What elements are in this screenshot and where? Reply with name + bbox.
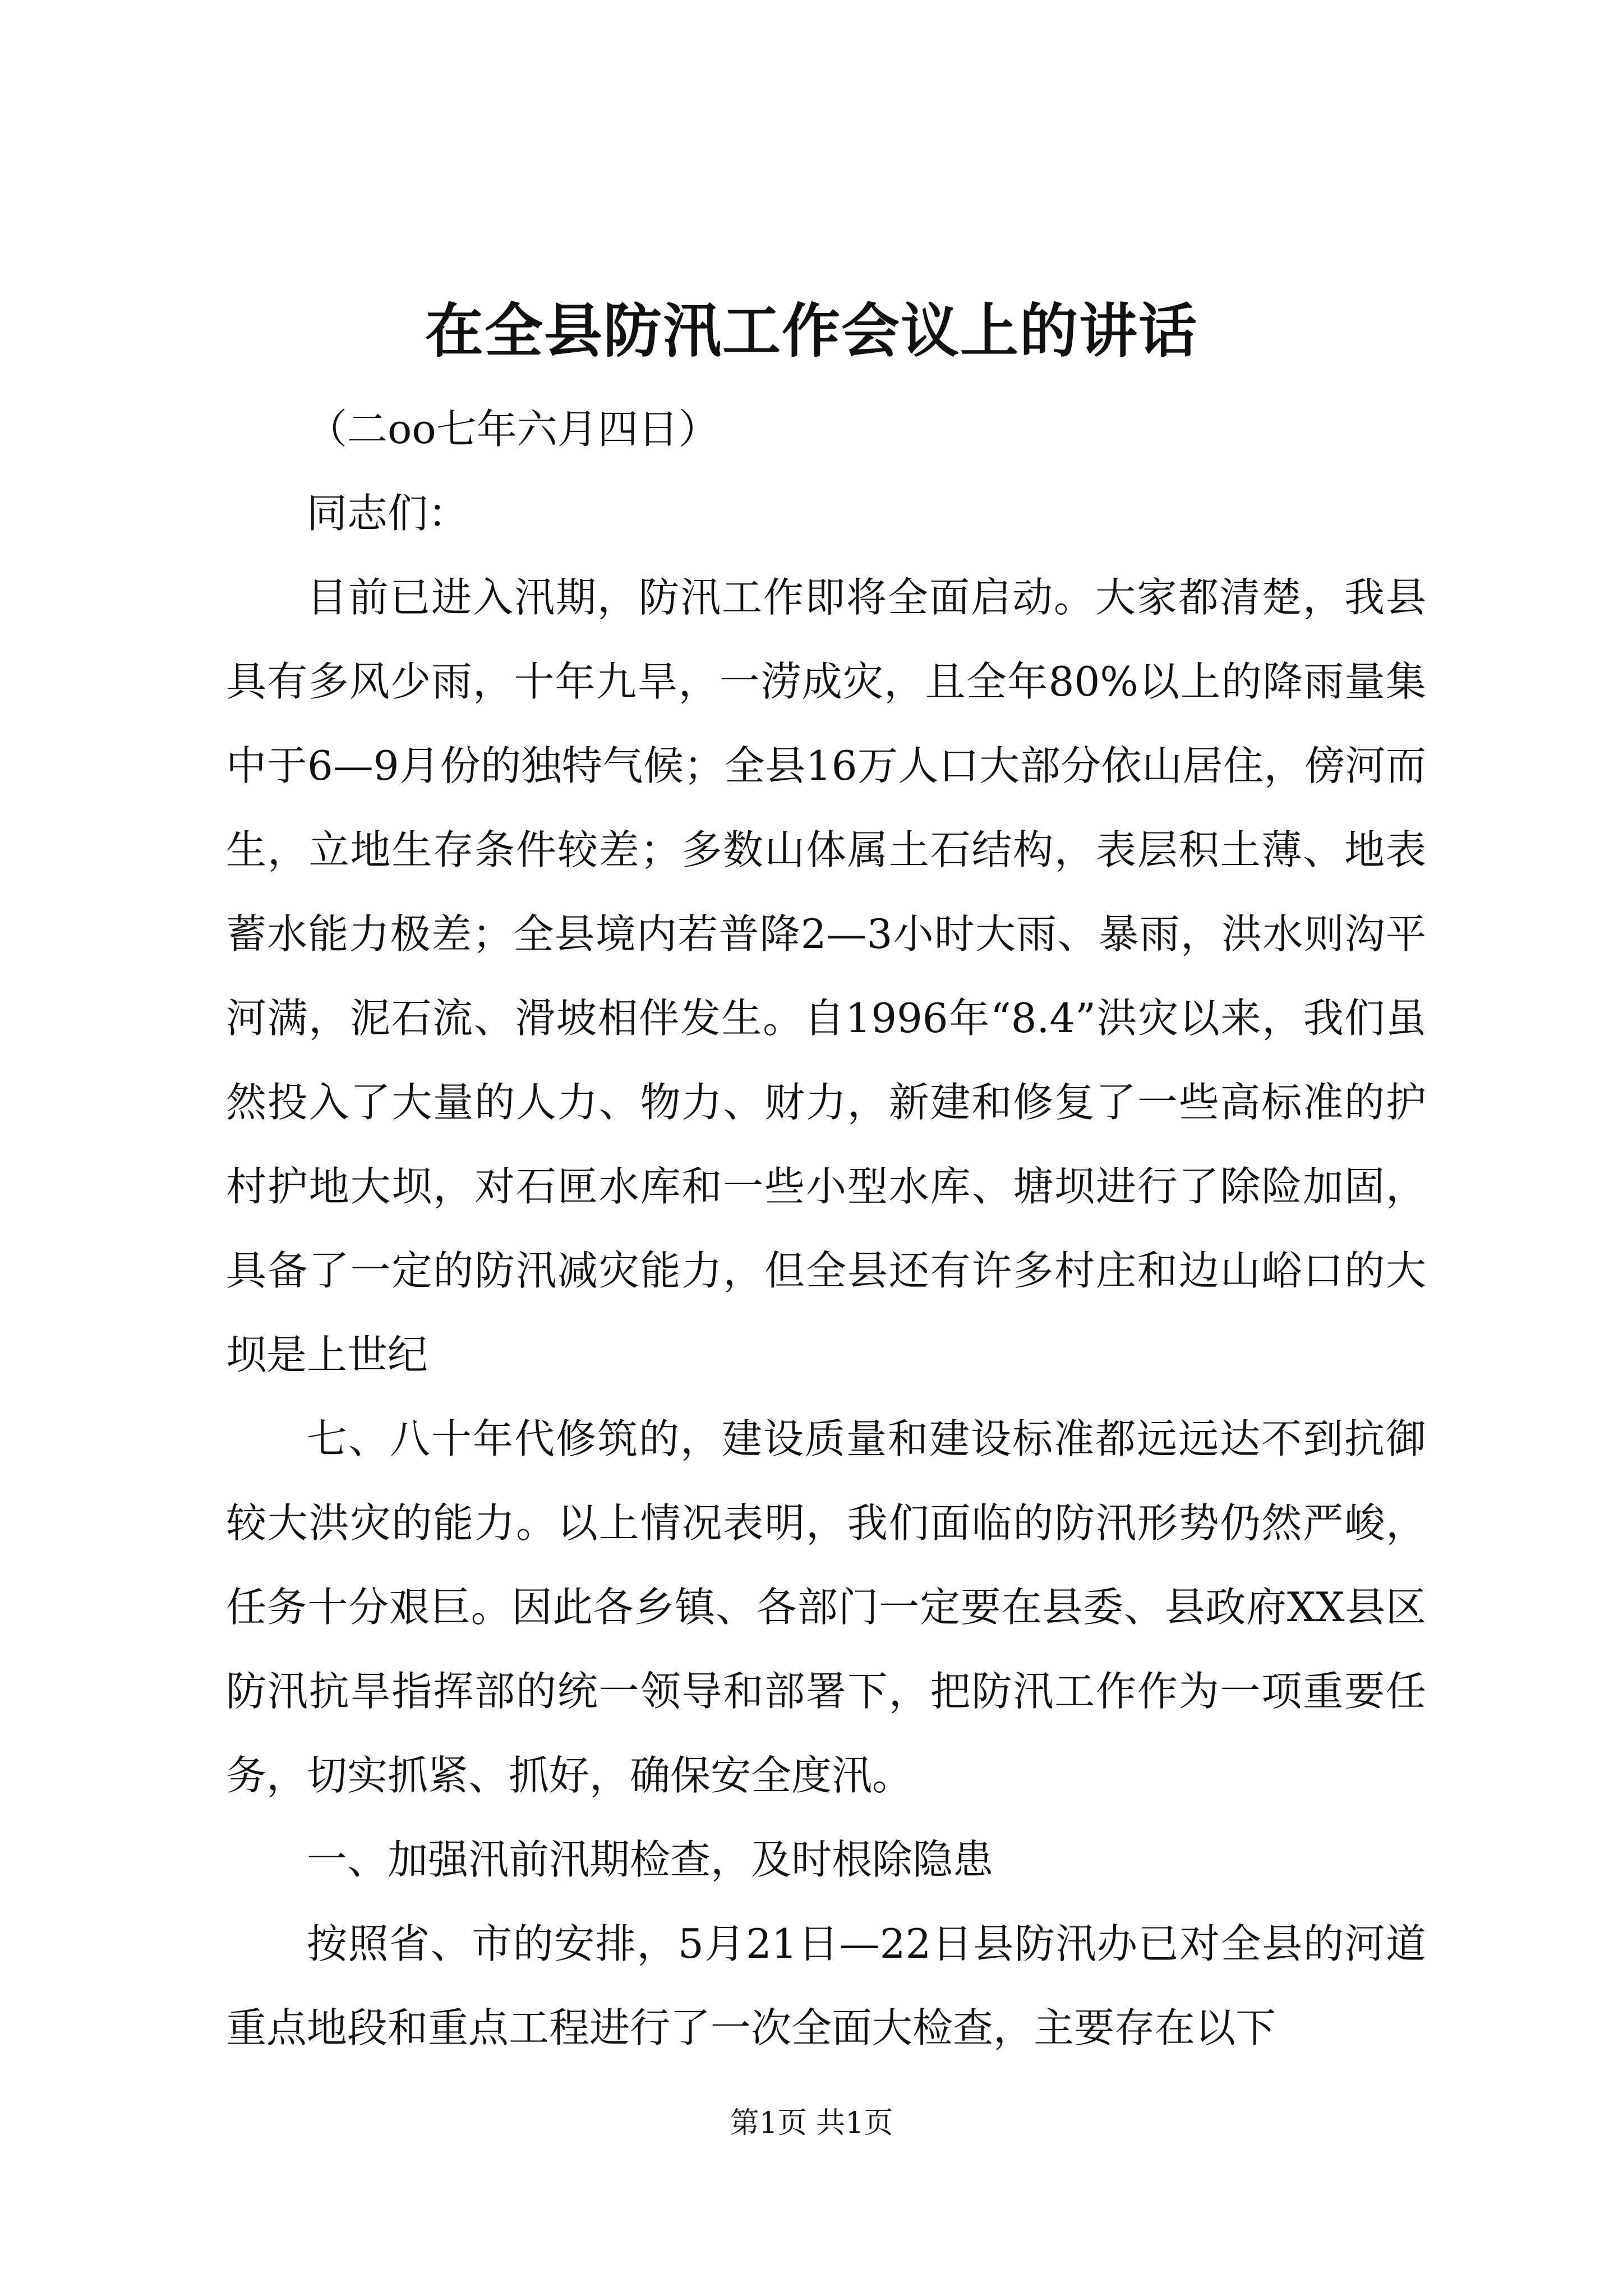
page-footer: 第1页 共1页 xyxy=(730,2106,893,2140)
document-title: 在全县防汛工作会议上的讲话 xyxy=(425,297,1198,365)
paragraph-situation: 目前已进入汛期，防汛工作即将全面启动。大家都清楚，我县具有多风少雨，十年九旱，一涝成灾，且全年80%以上的降雨量集中于6—9月份的独特气候；全县16万人口大部分依山居住，傍河而生，立地生存条件较差；多数山体属土石结构，表层积土薄、地表蓄水能力极差；全县境内若普降2—3小时大雨、暴雨，洪水则沟平河满，泥石流、滑坡相伴发生。自1996年“8.4”洪灾以来，我们虽然投入了大量的人力、物力、财力，新建和修复了一些高标准的护村护地大坝，对石匣水库和一些小型水库、塘坝进行了除险加固，具备了一定的防汛减灾能力，但全县还有许多村庄和边山峪口的大坝是上世纪 xyxy=(226,574,1426,1378)
section-heading-one: 一、加强汛前汛期检查，及时根除隐患 xyxy=(307,1836,994,1883)
paragraph-inspection: 按照省、市的安排，5月21日—22日县防汛办已对全县的河道重点地段和重点工程进行了一次全面大检查，主要存在以下 xyxy=(226,1920,1426,2051)
salutation: 同志们： xyxy=(307,490,469,537)
date-line: （二oo七年六月四日） xyxy=(307,406,719,453)
paragraph-task: 七、八十年代修筑的，建设质量和建设标准都远远达不到抗御较大洪灾的能力。以上情况表明，我们面临的防汛形势仍然严峻，任务十分艰巨。因此各乡镇、各部门一定要在县委、县政府XX县区防汛抗旱指挥部的统一领导和部署下，把防汛工作作为一项重要任务，切实抓紧、抓好，确保安全度汛。 xyxy=(226,1415,1426,1799)
document-body xyxy=(226,387,1426,2070)
